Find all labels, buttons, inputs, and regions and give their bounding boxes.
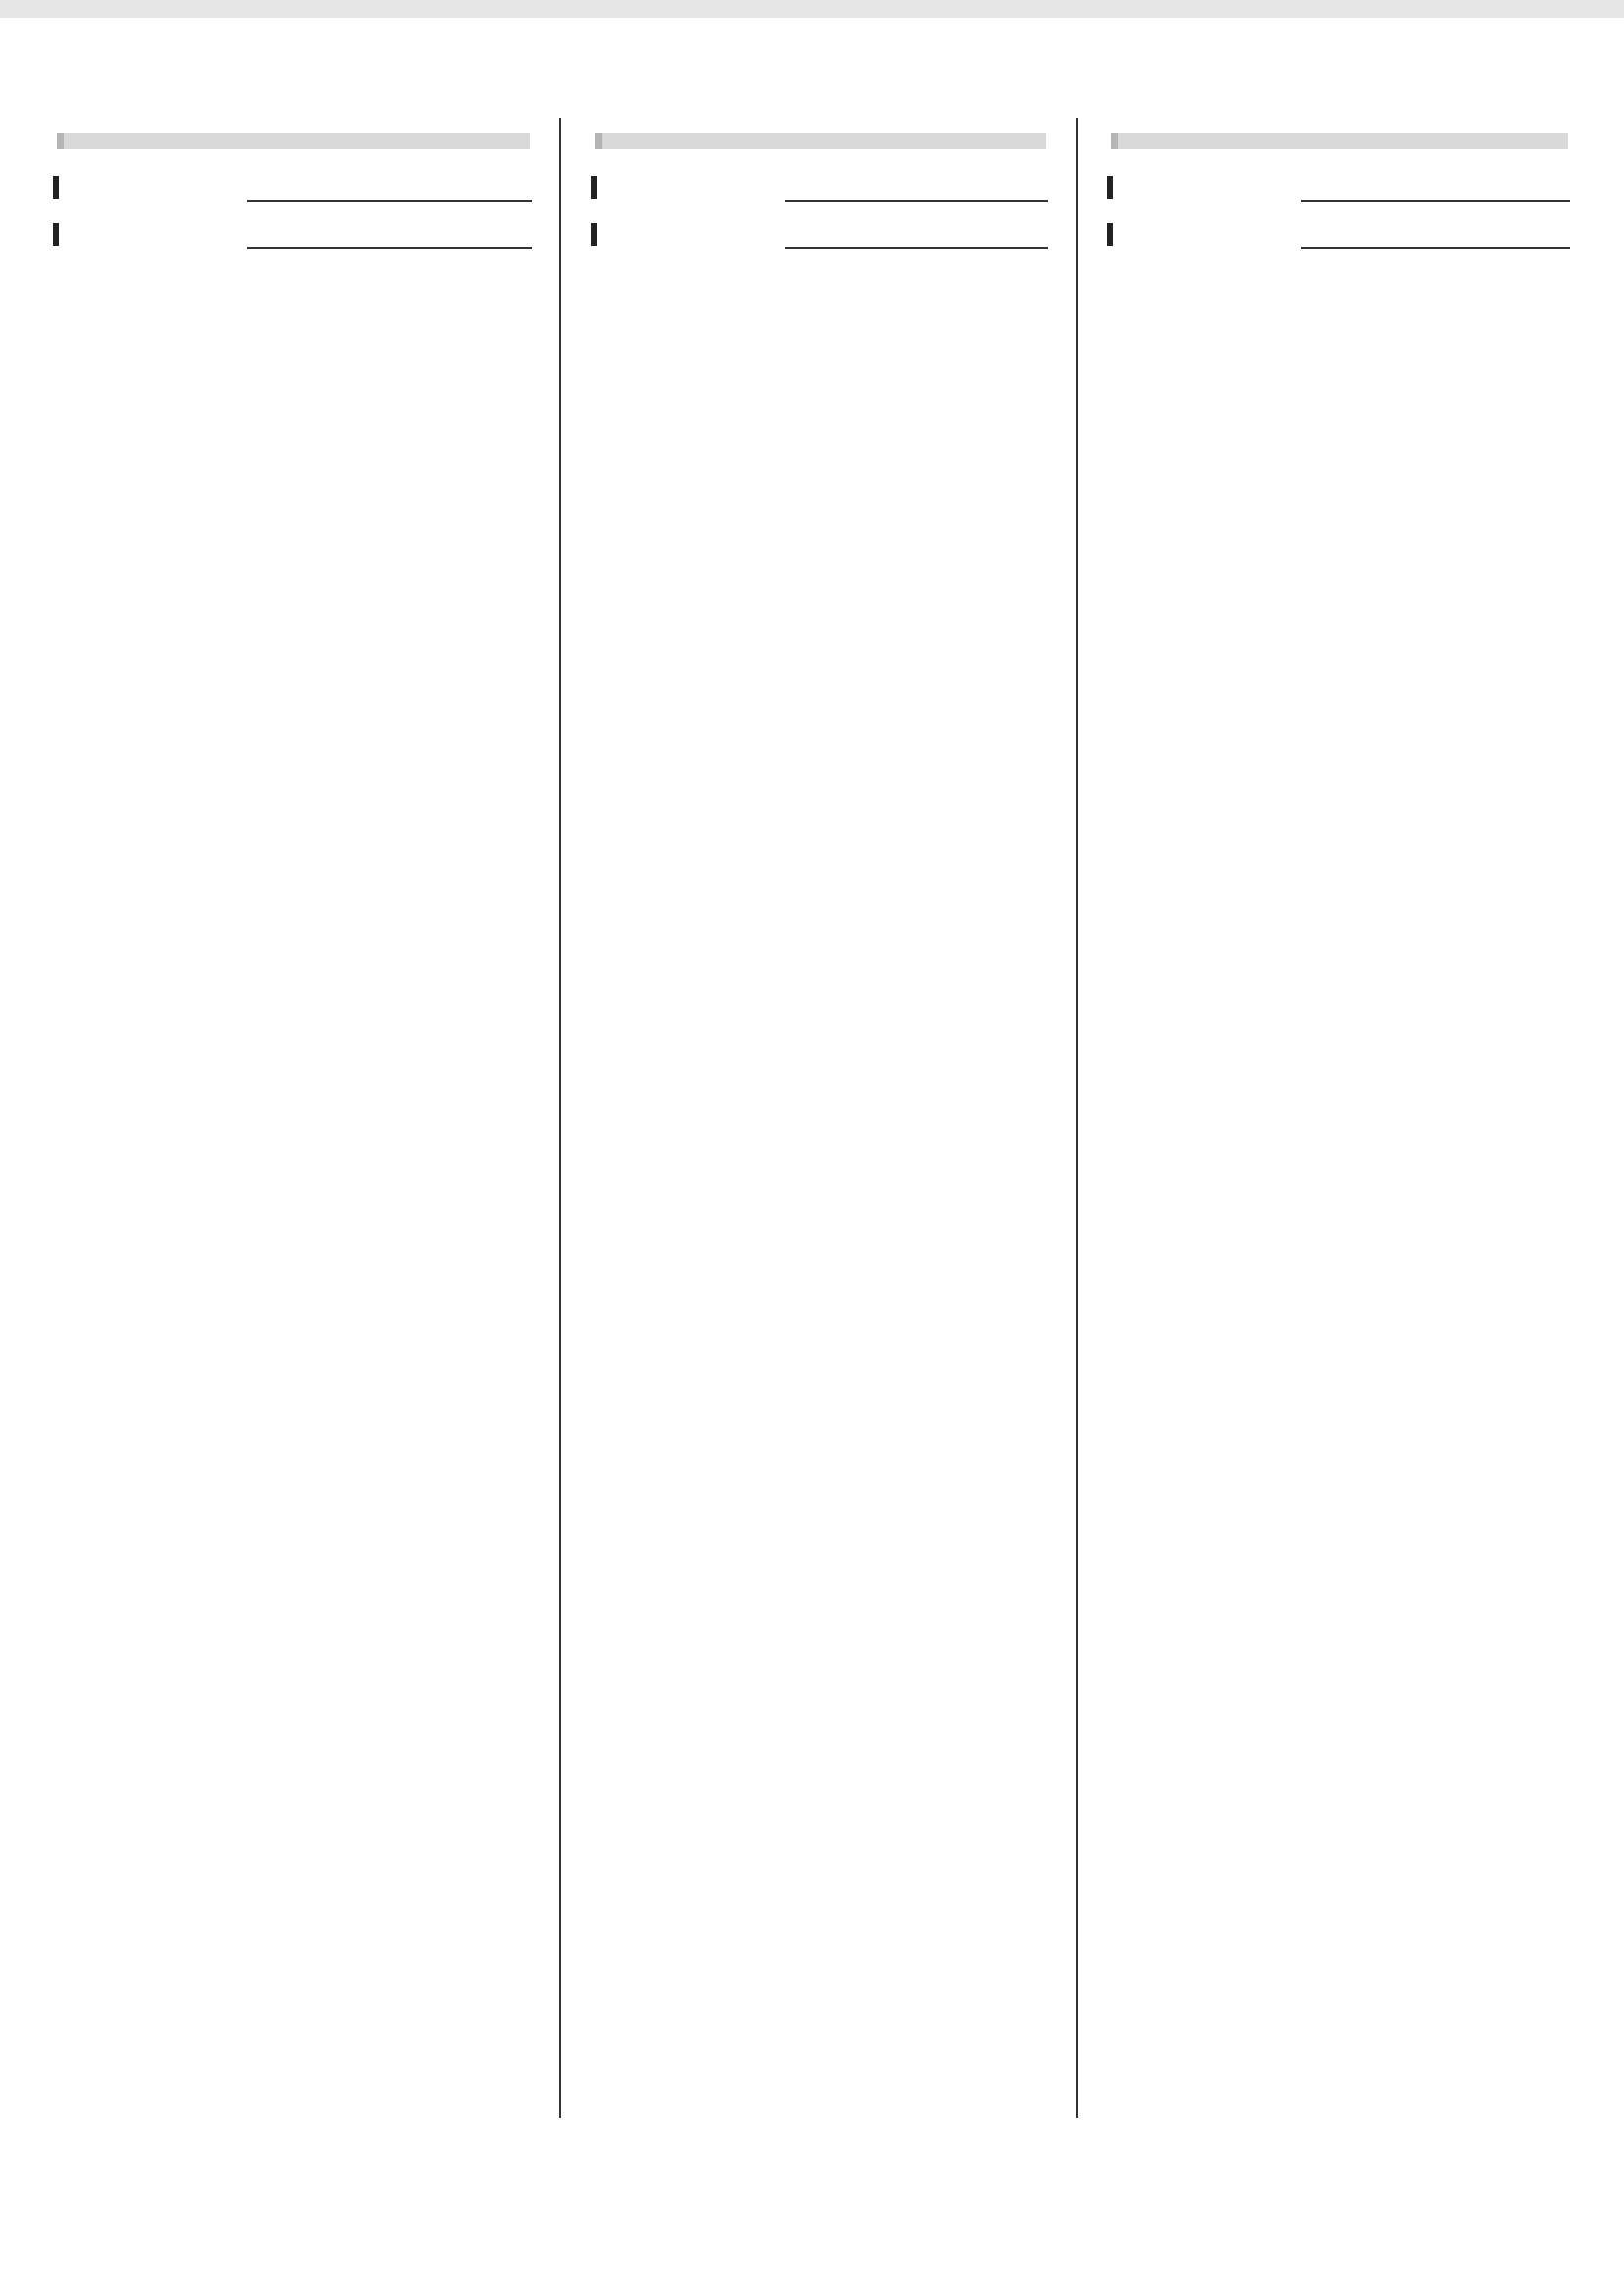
section-heading-review [51,214,536,255]
column-divider [1076,118,1078,2118]
section-heading-basics [589,167,1052,208]
section-heading-review [1105,214,1574,255]
section-heading-basics [51,167,536,208]
section-heading-basics [1105,167,1574,208]
lesson-10-header [1111,133,1568,149]
column-2 [589,108,1052,259]
page-edge [0,0,1624,18]
section-heading-review [589,214,1052,255]
lesson-8-header [57,133,530,149]
column-3 [1105,108,1574,259]
column-divider [559,118,561,2118]
column-1 [51,108,536,259]
lesson-9-header [595,133,1046,149]
